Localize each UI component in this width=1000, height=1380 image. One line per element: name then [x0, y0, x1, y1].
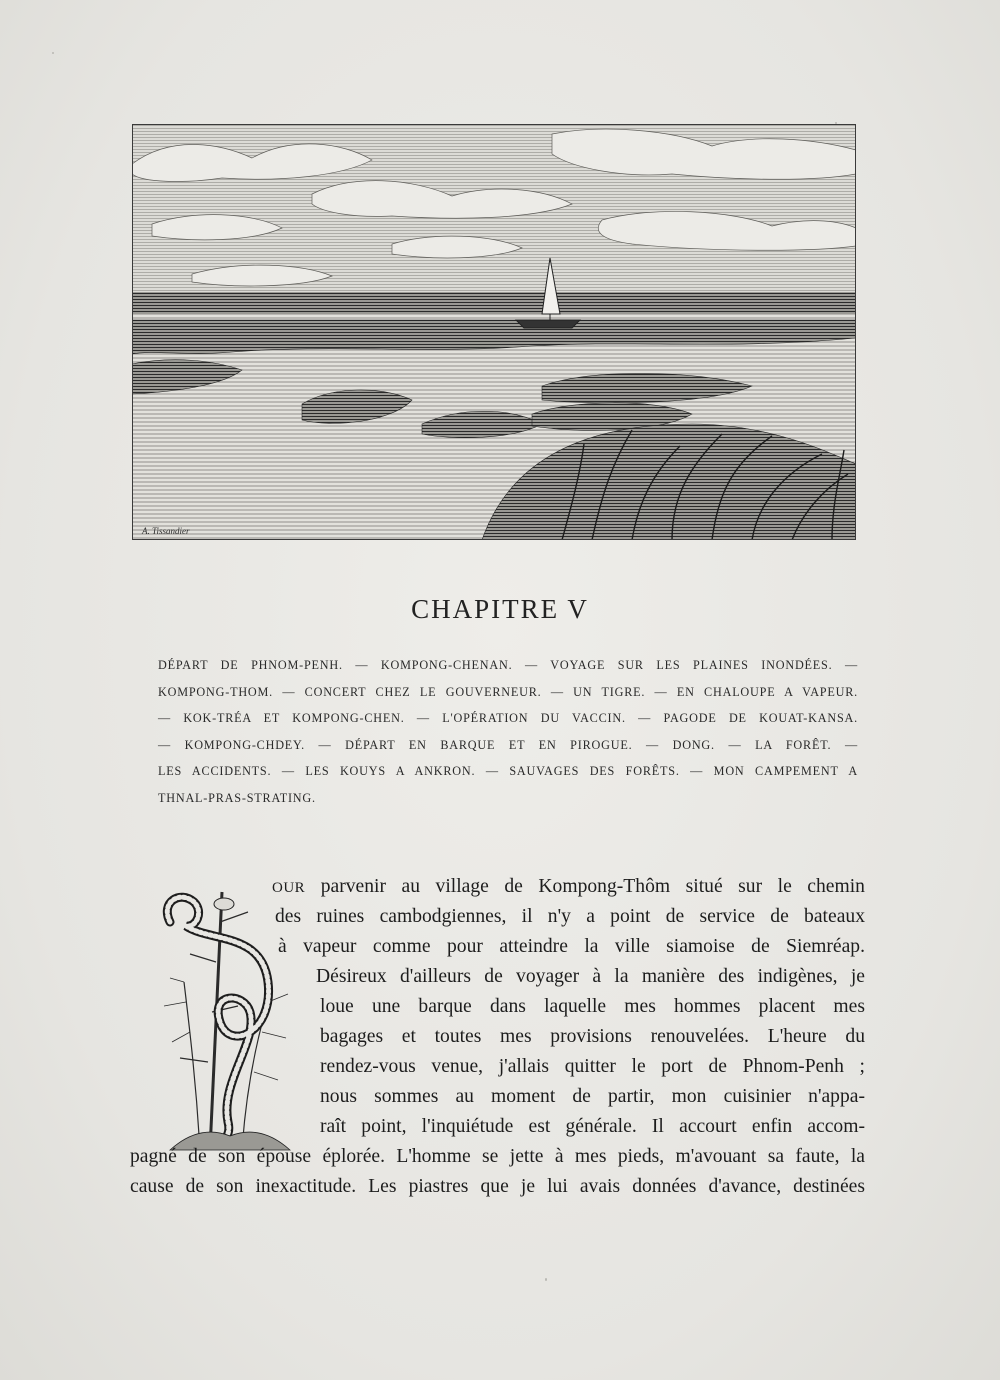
chapter-summary — [158, 652, 858, 812]
body-text — [130, 872, 865, 1202]
flooded-plains-engraving — [132, 124, 856, 540]
first-word-rest: OUR — [272, 880, 306, 896]
body-line: raît point, l'inquiétude est générale. Il accourt enfin accom- — [320, 1116, 865, 1137]
body-line: rendez-vous venue, j'allais quitter le port de Phnom-Penh ; — [320, 1056, 865, 1077]
summary-line: DÉPART DE PHNOM-PENH. — KOMPONG-CHENAN. — VOYAGE SUR LES PLAINES INONDÉES. — — [158, 658, 858, 672]
body-line: loue une barque dans laquelle mes hommes placent mes — [320, 996, 865, 1017]
body-line: Désireux d'ailleurs de voyager à la manière des indigènes, je — [316, 966, 865, 987]
engraving-signature: A. Tissandier — [142, 526, 190, 536]
summary-line: KOMPONG-THOM. — CONCERT CHEZ LE GOUVERNEUR. — UN TIGRE. — EN CHALOUPE A VAPEUR. — [158, 684, 858, 699]
body-line: bagages et toutes mes provisions renouvelées. L'heure du — [320, 1026, 865, 1047]
body-line: nous sommes au moment de partir, mon cuisinier n'appa- — [320, 1086, 865, 1107]
summary-line: LES ACCIDENTS. — LES KOUYS A ANKRON. — SAUVAGES DES FORÊTS. — MON CAMPEMENT A — [158, 764, 858, 779]
body-line-text: parvenir au village de Kompong-Thôm situé sur le chemin — [320, 876, 865, 897]
body-line: cause de son inexactitude. Les piastres que je lui avais données d'avance, destinées — [130, 1176, 865, 1197]
chapter-title: CHAPITRE V — [411, 594, 589, 624]
body-line — [272, 872, 865, 902]
body-line: à vapeur comme pour atteindre la ville siamoise de Siemréap. — [278, 936, 865, 957]
summary-line: — KOK-TRÉA ET KOMPONG-CHEN. — L'OPÉRATION DU VACCIN. — PAGODE DE KOUAT-KANSA. — [158, 711, 858, 726]
summary-line: — KOMPONG-CHDEY. — DÉPART EN BARQUE ET EN PIROGUE. — DONG. — LA FORÊT. — — [158, 737, 858, 752]
body-line: des ruines cambodgiennes, il n'y a point de service de bateaux — [275, 906, 865, 927]
summary-line: THNAL-PRAS-STRATING. — [158, 790, 316, 805]
body-line: pagné de son épouse éplorée. L'homme se jette à mes pieds, m'avouant sa faute, la — [130, 1146, 865, 1167]
